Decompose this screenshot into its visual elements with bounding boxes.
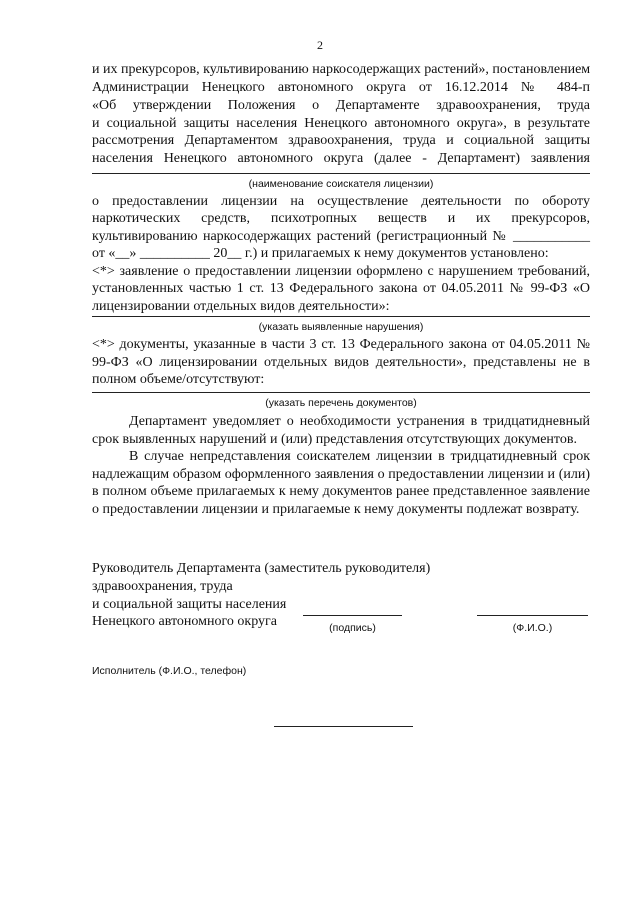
violations-line (92, 316, 590, 317)
para3-line-1: <*> документы, указанные в части 3 ст. 13 Федерального закона от 04.05.2011 № (92, 337, 590, 352)
para1-line-3: «Об утверждении Положения о Департаменте здравоохранения, труда (92, 98, 590, 113)
para5-line-3: в полном объеме прилагаемых к нему документов ранее представленное заявление (92, 484, 590, 499)
para5-line-2: надлежащим образом оформленного заявления о предоставлении лицензии и (или) (92, 467, 590, 482)
signature-line-2: здравоохранения, труда (92, 579, 233, 594)
para1-line-6: населения Ненецкого автономного округа (далее - Департамент) заявления (92, 151, 590, 166)
signature-line-4: Ненецкого автономного округа (92, 614, 277, 629)
caption-applicant: (наименование соискателя лицензии) (248, 178, 434, 190)
para2-line-2: наркотических средств, психотропных веществ и их прекурсоров, (92, 211, 590, 226)
para5-line-4: о предоставлении лицензии и прилагаемые к нему документы подлежат возврату. (92, 502, 580, 517)
para4-line-2: срок выявленных нарушений и (или) представления отсутствующих документов. (92, 432, 577, 447)
name-field-line (477, 615, 588, 616)
page-number: 2 (317, 38, 323, 52)
signature-field-line (303, 615, 402, 616)
para1-line-5: рассмотрения Департаментом здравоохранения, труда и социальной защиты (92, 133, 590, 148)
caption-documents: (указать перечень документов) (265, 397, 417, 409)
documents-line (92, 392, 590, 393)
para3-line-2: 99-ФЗ «О лицензировании отдельных видов деятельности», представлены не в (92, 355, 590, 370)
para3-line-3: полном объеме/отсутствуют: (92, 372, 265, 387)
signature-line-3: и социальной защиты населения (92, 597, 287, 612)
para5-line-1: В случае непредставления соискателем лицензии в тридцатидневный срок (129, 449, 590, 464)
para2-line-6: установленных частью 1 ст. 13 Федерального закона от 04.05.2011 № 99-ФЗ «О (92, 281, 590, 296)
para1-line-1: и их прекурсоров, культивированию наркосодержащих растений», постановлением (92, 62, 591, 77)
bottom-rule (274, 726, 413, 727)
para2-line-3: культивированию наркосодержащих растений (регистрационный № ___________ (92, 229, 590, 244)
applicant-name-line (92, 173, 590, 174)
para1-line-2: Администрации Ненецкого автономного округа от 16.12.2014 № 484-п (92, 80, 590, 95)
para1-line-4: и социальной защиты населения Ненецкого автономного округа», в результате (92, 116, 590, 131)
executor-note: Исполнитель (Ф.И.О., телефон) (92, 665, 247, 677)
para2-line-5: <*> заявление о предоставлении лицензии оформлено с нарушением требований, (92, 264, 590, 279)
para4-line-1: Департамент уведомляет о необходимости устранения в тридцатидневный (129, 414, 590, 429)
signature-line-1: Руководитель Департамента (заместитель руководителя) (92, 561, 431, 576)
caption-signature: (подпись) (329, 622, 376, 634)
para2-line-4: от «__» __________ 20__ г.) и прилагаемых к нему документов установлено: (92, 246, 549, 261)
caption-violations: (указать выявленные нарушения) (258, 321, 424, 333)
para2-line-1: о предоставлении лицензии на осуществление деятельности по обороту (92, 194, 590, 209)
para2-line-7: лицензировании отдельных видов деятельности»: (92, 299, 390, 314)
caption-name: (Ф.И.О.) (512, 622, 553, 634)
